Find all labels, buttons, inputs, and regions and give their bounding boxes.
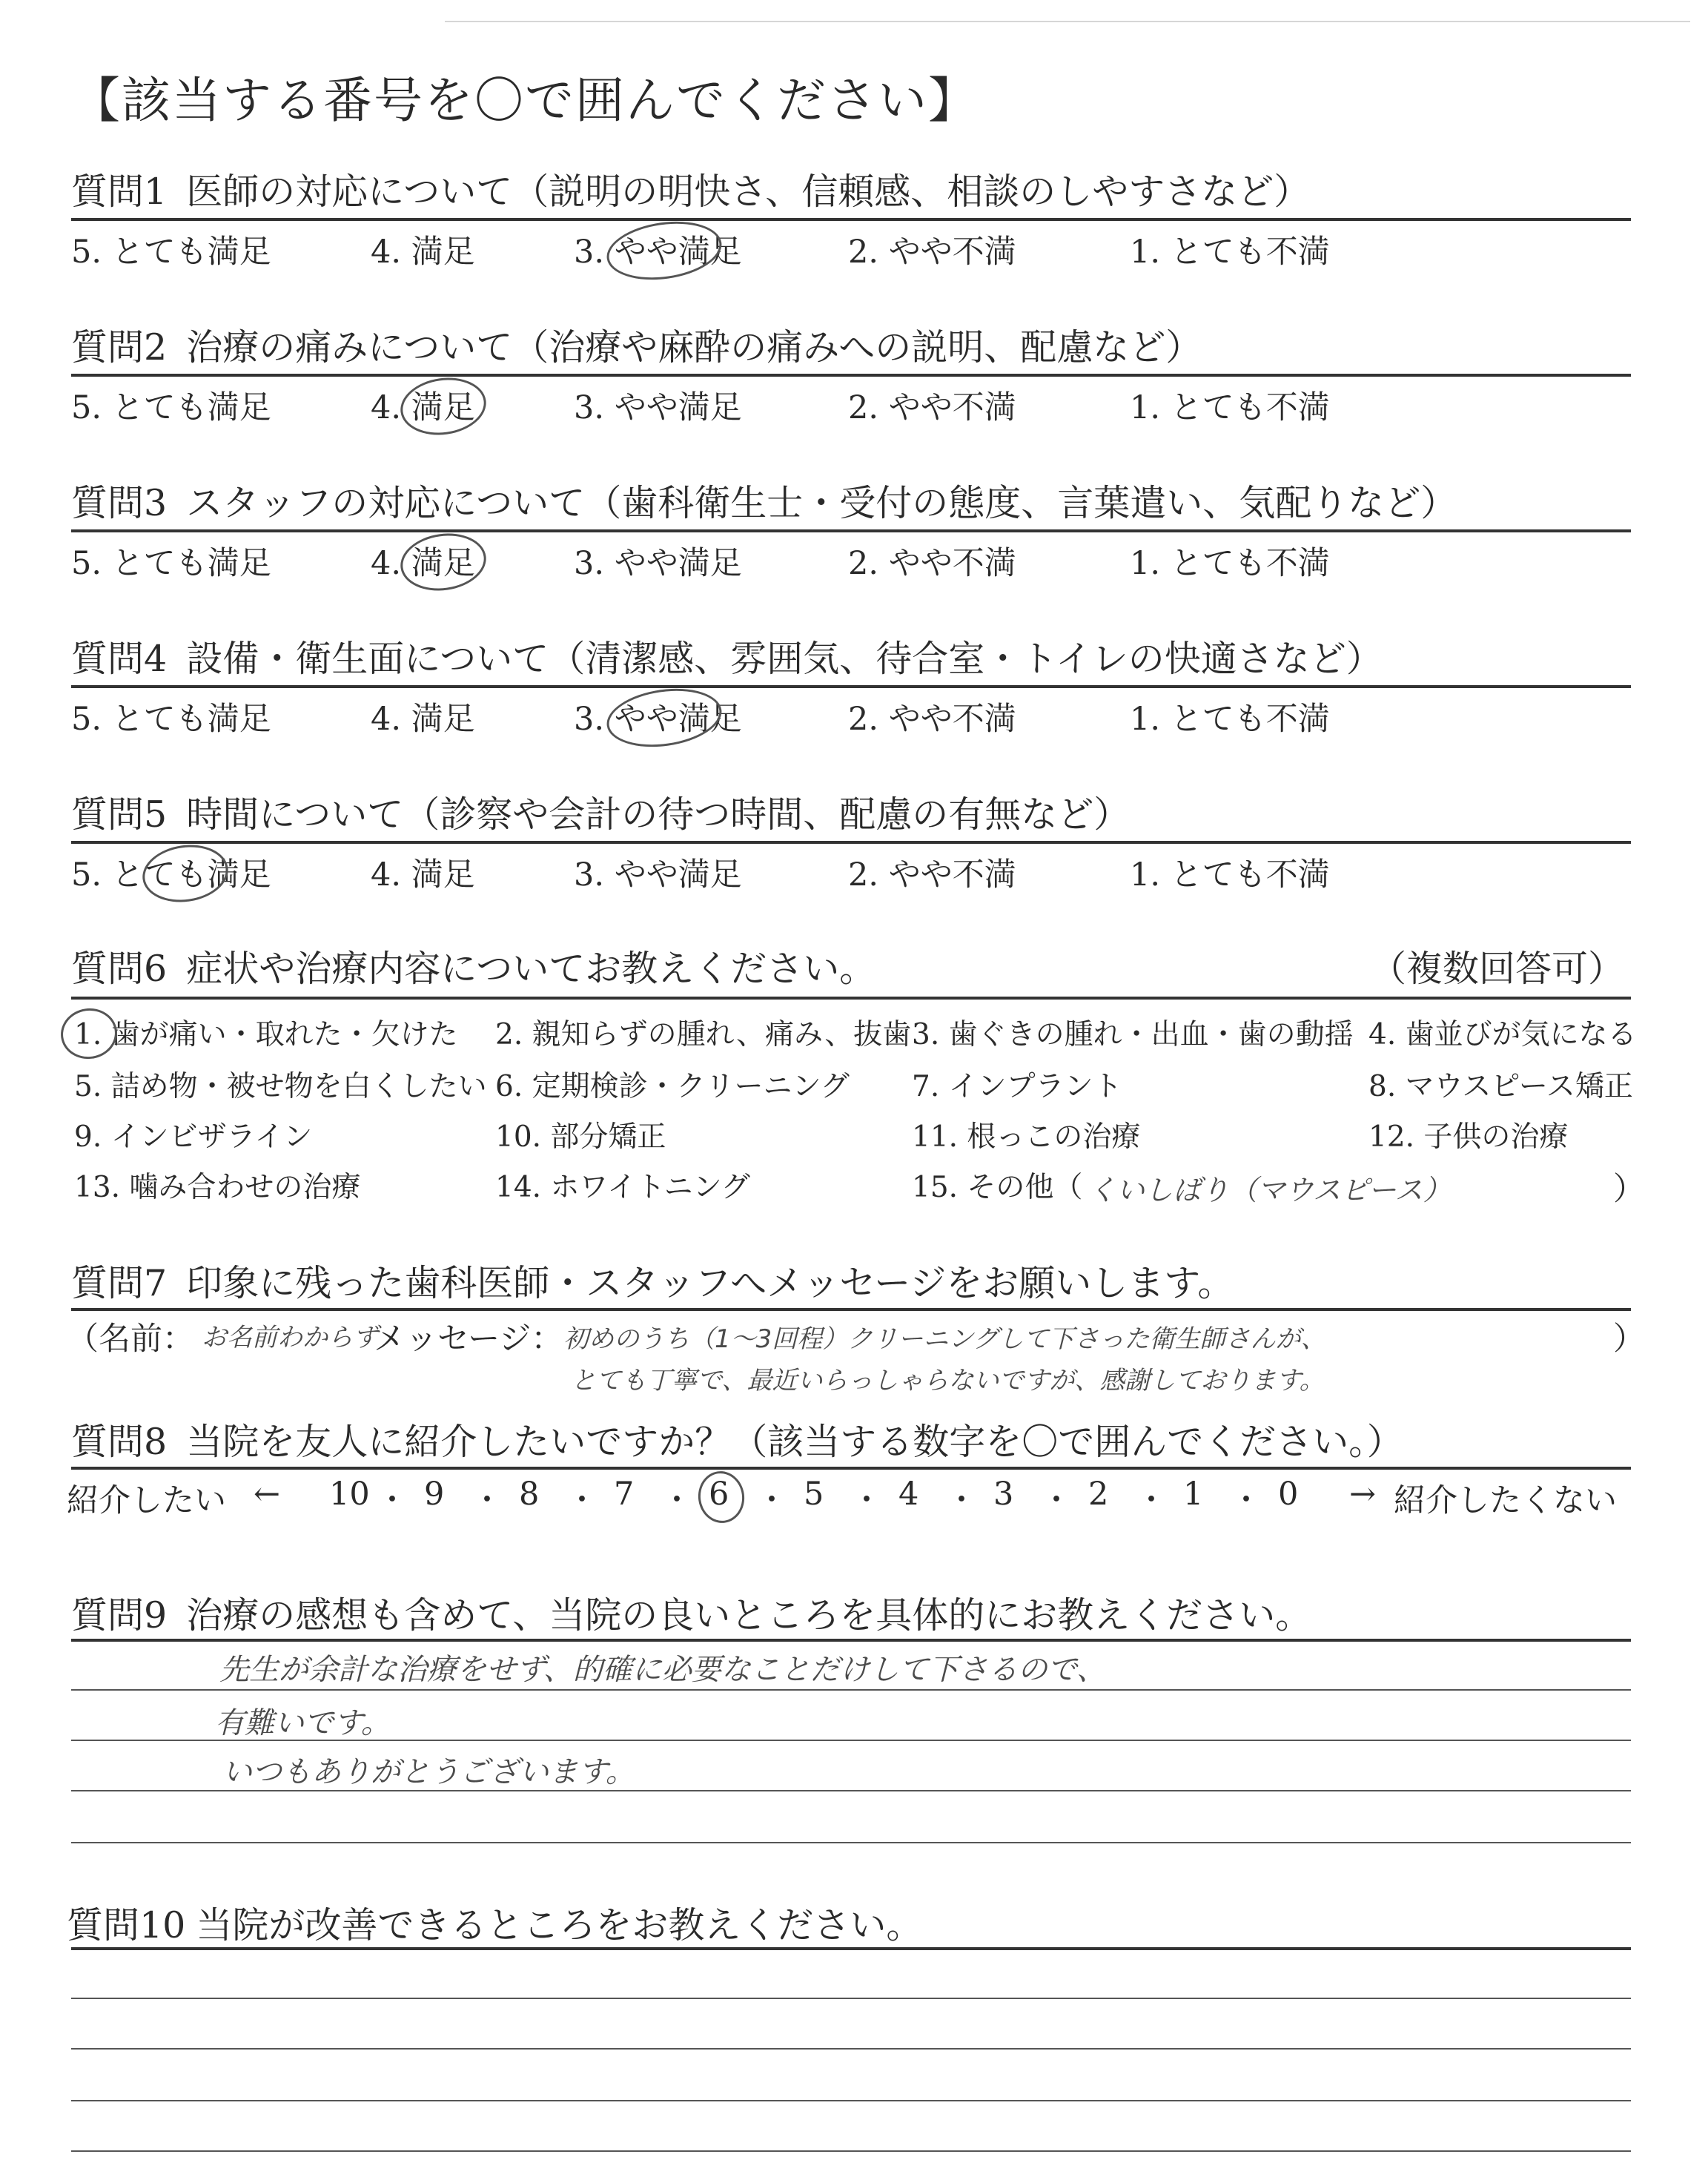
q6-title [71,940,875,992]
q8-text: 当院を友人に紹介したいですか？（該当する数字を〇で囲んでください。） [186,1421,1403,1463]
scan-top-edge [445,21,1690,22]
q6-option-14[interactable]: 14. ホワイトニング [495,1171,750,1204]
q9-answer-1[interactable]: 先生が余計な治療をせず、的確に必要なことだけして下さるので、 [219,1653,1106,1687]
q1-rule [71,218,1631,221]
q6-option-11[interactable]: 11. 根っこの治療 [912,1120,1141,1154]
q5-option-3[interactable]: 3. やや満足 [574,856,742,894]
q3-option-4[interactable]: 4. 満足 [371,545,475,582]
q8-scale-7[interactable]: 7 [614,1476,635,1513]
q8-scale-0[interactable]: 0 [1278,1476,1299,1513]
q8-separator: ・ [566,1482,598,1518]
q2-option-2[interactable]: 2. やや不満 [848,389,1016,426]
q8-separator: ・ [1041,1482,1073,1518]
q7-message-line-2[interactable]: とても丁寧で、最近いらっしゃらないですが、感謝しております。 [571,1366,1325,1396]
q2-option-1[interactable]: 1. とても不満 [1130,389,1330,426]
q4-title [71,630,1383,682]
q6-option-4[interactable]: 4. 歯並びが気になる [1368,1018,1637,1051]
q5-rule [71,841,1631,844]
q5-title [71,786,1130,838]
q8-scale-6[interactable]: 6 [709,1476,729,1513]
q4-option-2[interactable]: 2. やや不満 [848,701,1016,738]
q8-title [71,1413,1403,1465]
q1-label: 質問1 [71,171,168,213]
q6-option-1[interactable]: 1. 歯が痛い・取れた・欠けた [74,1018,458,1051]
q3-text: スタッフの対応について（歯科衛生士・受付の態度、言葉遣い、気配りなど） [186,482,1457,524]
q3-option-2[interactable]: 2. やや不満 [848,545,1016,582]
q7-close: ） [1613,1321,1645,1358]
q6-option-12[interactable]: 12. 子供の治療 [1368,1120,1569,1154]
q9-label: 質問9 [71,1594,168,1636]
q1-option-5[interactable]: 5. とても満足 [71,234,271,271]
q8-scale-9[interactable]: 9 [424,1476,445,1513]
q8-scale-2[interactable]: 2 [1088,1476,1109,1513]
q8-separator: ・ [1231,1482,1262,1518]
q4-option-3[interactable]: 3. やや満足 [574,701,742,738]
q9-answer-line [71,1689,1631,1691]
q7-name-label: （名前： [67,1321,194,1358]
q8-label: 質問8 [71,1421,168,1463]
q4-option-5[interactable]: 5. とても満足 [71,701,271,738]
q10-text: 当院が改善できるところをお教えください。 [196,1904,923,1946]
q1-text: 医師の対応について（説明の明快さ、信頼感、相談のしやすさなど） [186,171,1311,213]
q3-option-1[interactable]: 1. とても不満 [1130,545,1330,582]
q6-option-8[interactable]: 8. マウスピース矯正 [1368,1070,1633,1103]
q1-option-2[interactable]: 2. やや不満 [848,234,1016,271]
q3-option-5[interactable]: 5. とても満足 [71,545,271,582]
q3-label: 質問3 [71,482,168,524]
q4-option-1[interactable]: 1. とても不満 [1130,701,1330,738]
q2-rule [71,374,1631,377]
q6-other-answer[interactable]: くいしばり（マウスピース） [1088,1174,1452,1206]
q8-scale-3[interactable]: 3 [993,1476,1014,1513]
right-arrow-icon: → [1349,1476,1377,1513]
q2-option-5[interactable]: 5. とても満足 [71,389,271,426]
page-header: 【該当する番号を〇で囲んでください】 [71,72,979,129]
q10-answer-line[interactable] [71,2048,1631,2050]
q10-label: 質問10 [67,1904,186,1946]
q4-rule [71,685,1631,688]
q10-rule [71,1947,1631,1950]
q8-separator: ・ [661,1482,693,1518]
q6-option-2[interactable]: 2. 親知らずの腫れ、痛み、抜歯 [495,1018,912,1051]
q5-option-4[interactable]: 4. 満足 [371,856,475,894]
q7-message-line-1[interactable]: 初めのうち（1〜3回程）クリーニングして下さった衛生師さんが、 [563,1324,1326,1354]
q1-option-1[interactable]: 1. とても不満 [1130,234,1330,271]
q6-option-3[interactable]: 3. 歯ぐきの腫れ・出血・歯の動揺 [912,1018,1354,1051]
q10-answer-line[interactable] [71,2100,1631,2101]
q3-option-3[interactable]: 3. やや満足 [574,545,742,582]
q6-text: 症状や治療内容についてお教えください。 [186,948,876,990]
q5-option-1[interactable]: 1. とても不満 [1130,856,1330,894]
q9-answer-2[interactable]: 有難いです。 [215,1706,391,1740]
q9-text: 治療の感想も含めて、当院の良いところを具体的にお教えください。 [186,1594,1312,1636]
q6-option-10[interactable]: 10. 部分矯正 [495,1120,666,1154]
q6-other-close: ） [1613,1171,1645,1208]
q8-separator: ・ [471,1482,503,1518]
q6-rule [71,997,1631,1000]
q1-option-4[interactable]: 4. 満足 [371,234,475,271]
q1-selection-circle[interactable] [603,215,725,287]
q3-rule [71,529,1631,532]
q7-label: 質問7 [71,1262,168,1304]
left-arrow-icon: ← [254,1476,281,1513]
q8-right-label: 紹介したくない [1394,1482,1617,1519]
q6-option-13[interactable]: 13. 噛み合わせの治療 [74,1171,361,1204]
q10-answer-line[interactable] [71,1998,1631,1999]
q8-scale-5[interactable]: 5 [804,1476,824,1513]
q4-option-4[interactable]: 4. 満足 [371,701,475,738]
q4-text: 設備・衛生面について（清潔感、雰囲気、待合室・トイレの快適さなど） [186,638,1383,680]
q8-separator: ・ [851,1482,883,1518]
q7-text: 印象に残った歯科医師・スタッフへメッセージをお願いします。 [186,1262,1234,1304]
q9-rule [71,1639,1631,1642]
q6-option-5[interactable]: 5. 詰め物・被せ物を白くしたい [74,1070,487,1103]
q8-separator: ・ [377,1482,408,1518]
q6-note: （複数回答可） [1370,948,1625,990]
q5-label: 質問5 [71,793,168,836]
q8-left-label: 紹介したい [67,1482,226,1519]
q6-label: 質問6 [71,948,168,990]
q8-separator: ・ [1136,1482,1168,1518]
q10-title [67,1897,922,1949]
q8-separator: ・ [946,1482,978,1518]
q3-title [71,475,1457,526]
q7-title [71,1255,1234,1307]
q2-label: 質問2 [71,326,168,369]
q10-answer-line[interactable] [71,2150,1631,2152]
q5-option-5[interactable]: 5. とても満足 [71,856,271,894]
q8-scale-4[interactable]: 4 [898,1476,919,1513]
q9-answer-line [71,1842,1631,1843]
q8-rule [71,1467,1631,1470]
q8-scale-1[interactable]: 1 [1183,1476,1204,1513]
q5-option-2[interactable]: 2. やや不満 [848,856,1016,894]
q8-separator: ・ [756,1482,788,1518]
q2-title [71,319,1202,371]
q6-option-15[interactable]: 15. その他（ [912,1171,1083,1204]
q6-option-7[interactable]: 7. インプラント [912,1070,1122,1103]
q6-option-6[interactable]: 6. 定期検診・クリーニング [495,1070,850,1103]
q8-selection-circle[interactable] [695,1468,747,1526]
q1-option-3[interactable]: 3. やや満足 [574,234,742,271]
q4-selection-circle[interactable] [603,682,725,754]
q2-option-4[interactable]: 4. 満足 [371,389,475,426]
q1-title [71,163,1310,215]
q8-scale-10[interactable]: 10 [329,1476,370,1513]
q2-text: 治療の痛みについて（治療や麻酔の痛みへの説明、配慮など） [186,326,1202,369]
q7-rule [71,1308,1631,1311]
q4-label: 質問4 [71,638,168,680]
q6-option-9[interactable]: 9. インビザライン [74,1120,313,1154]
q9-title [71,1587,1311,1639]
q5-text: 時間について（診察や会計の待つ時間、配慮の有無など） [186,793,1131,836]
q9-answer-3[interactable]: いつもありがとうございます。 [222,1755,635,1789]
q7-message-label: メッセージ： [374,1321,563,1358]
q8-scale-8[interactable]: 8 [519,1476,540,1513]
q7-name-answer[interactable]: お名前わからず [202,1323,378,1353]
q2-option-3[interactable]: 3. やや満足 [574,389,742,426]
